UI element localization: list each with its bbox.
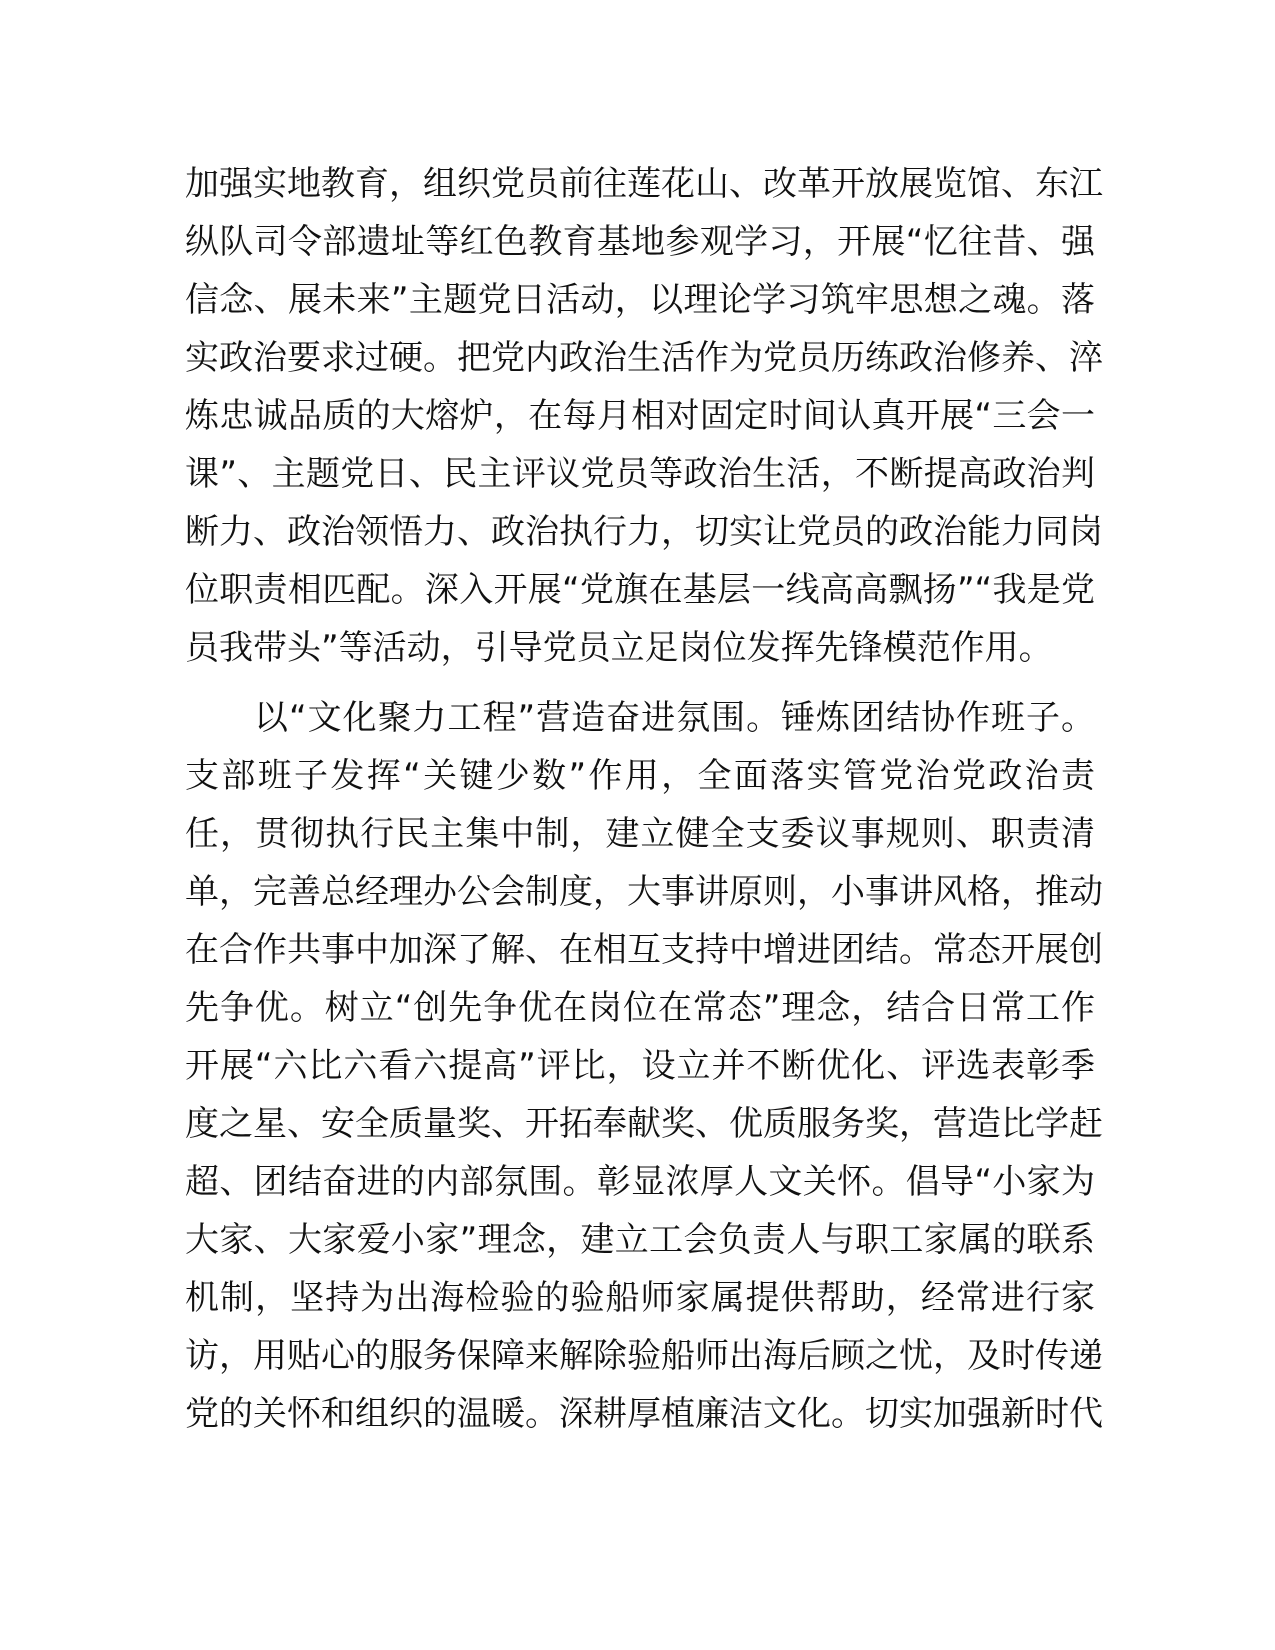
text-line: 机制，坚持为出海检验的验船师家属提供帮助，经常进行家 bbox=[185, 1278, 1095, 1318]
text-line: 纵队司令部遗址等红色教育基地参观学习，开展“忆往昔、强 bbox=[185, 222, 1095, 262]
text-line: 党的关怀和组织的温暖。深耕厚植廉洁文化。切实加强新时代 bbox=[185, 1394, 1103, 1434]
text-line: 信念、展未来”主题党日活动，以理论学习筑牢思想之魂。落 bbox=[185, 280, 1095, 320]
text-line-indented bbox=[185, 689, 1095, 747]
text-line: 位职责相匹配。深入开展“党旗在基层一线高高飘扬”“我是党 bbox=[185, 570, 1095, 610]
text-line-content: 以“文化聚力工程”营造奋进氛围。锤炼团结协作班子。 bbox=[253, 698, 1095, 738]
text-line: 单，完善总经理办公会制度，大事讲原则，小事讲风格，推动 bbox=[185, 872, 1103, 912]
paragraph-gap bbox=[185, 677, 1095, 689]
text-line: 炼忠诚品质的大熔炉，在每月相对固定时间认真开展“三会一 bbox=[185, 396, 1095, 436]
paragraph-1 bbox=[185, 155, 1103, 677]
text-line: 在合作共事中加深了解、在相互支持中增进团结。常态开展创 bbox=[185, 930, 1103, 970]
paragraph-2 bbox=[185, 689, 1103, 1443]
body-text bbox=[185, 155, 1103, 1443]
text-line: 员我带头”等活动，引导党员立足岗位发挥先锋模范作用。 bbox=[185, 628, 1053, 668]
text-line: 实政治要求过硬。把党内政治生活作为党员历练政治修养、淬 bbox=[185, 338, 1103, 378]
text-line: 访，用贴心的服务保障来解除验船师出海后顾之忧，及时传递 bbox=[185, 1336, 1103, 1376]
text-line: 断力、政治领悟力、政治执行力，切实让党员的政治能力同岗 bbox=[185, 512, 1103, 552]
text-line: 开展“六比六看六提高”评比，设立并不断优化、评选表彰季 bbox=[185, 1046, 1095, 1086]
text-line: 任，贯彻执行民主集中制，建立健全支委议事规则、职责清 bbox=[185, 814, 1095, 854]
text-line: 加强实地教育，组织党员前往莲花山、改革开放展览馆、东江 bbox=[185, 164, 1103, 204]
text-line: 支部班子发挥“关键少数”作用，全面落实管党治党政治责 bbox=[185, 756, 1095, 796]
text-line: 先争优。树立“创先争优在岗位在常态”理念，结合日常工作 bbox=[185, 988, 1095, 1028]
text-line: 度之星、安全质量奖、开拓奉献奖、优质服务奖，营造比学赶 bbox=[185, 1104, 1103, 1144]
text-line: 超、团结奋进的内部氛围。彰显浓厚人文关怀。倡导“小家为 bbox=[185, 1162, 1095, 1202]
text-line: 课”、主题党日、民主评议党员等政治生活，不断提高政治判 bbox=[185, 454, 1095, 494]
text-line: 大家、大家爱小家”理念，建立工会负责人与职工家属的联系 bbox=[185, 1220, 1095, 1260]
